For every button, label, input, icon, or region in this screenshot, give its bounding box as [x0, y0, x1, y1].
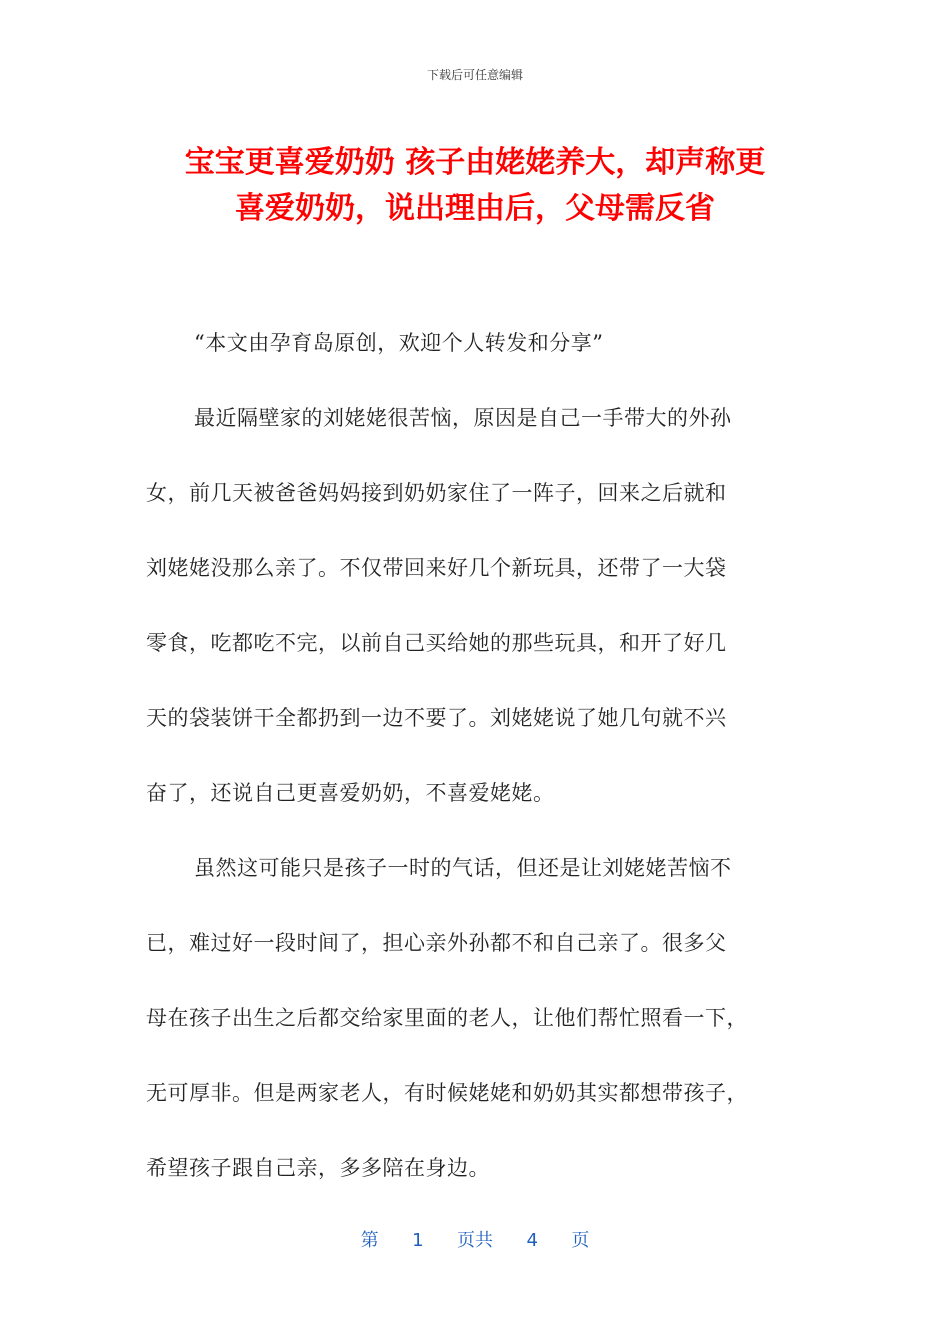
- header-note: 下载后可任意编辑: [426, 68, 523, 82]
- text-line: 最近隔壁家的刘姥姥很苦恼，原因是自己一手带大的外孙: [194, 406, 732, 430]
- article-body: [146, 325, 808, 1188]
- text-line: 刘姥姥没那么亲了。不仅带回来好几个新玩具，还带了一大袋: [146, 556, 727, 580]
- text-line: 虽然这可能只是孩子一时的气话，但还是让刘姥姥苦恼不: [194, 856, 732, 880]
- text-line: 已，难过好一段时间了，担心亲外孙都不和自己亲了。很多父: [146, 931, 727, 955]
- text-line: 女，前几天被爸爸妈妈接到奶奶家住了一阵子，回来之后就和: [146, 481, 727, 505]
- total-page-number: 4: [526, 1230, 538, 1251]
- current-page-number: 1: [412, 1230, 424, 1251]
- text-line: 希望孩子跟自己亲，多多陪在身边。: [146, 1156, 490, 1180]
- paragraph-2: [146, 850, 808, 1188]
- footer-middle: 页共: [457, 1230, 493, 1251]
- text-line: 无可厚非。但是两家老人，有时候姥姥和奶奶其实都想带孩子，: [146, 1081, 748, 1105]
- text-line: “本文由孕育岛原创，欢迎个人转发和分享”: [194, 331, 604, 355]
- paragraph-intro: [146, 325, 808, 363]
- page-number-footer: [0, 1226, 950, 1252]
- text-line: 母在孩子出生之后都交给家里面的老人，让他们帮忙照看一下，: [146, 1006, 748, 1030]
- text-line: 天的袋装饼干全都扔到一边不要了。刘姥姥说了她几句就不兴: [146, 706, 727, 730]
- paragraph-1: [146, 400, 808, 813]
- document-title: [120, 140, 830, 232]
- text-line: 奋了，还说自己更喜爱奶奶，不喜爱姥姥。: [146, 781, 555, 805]
- title-line-2: 喜爱奶奶，说出理由后，父母需反省: [235, 191, 715, 226]
- text-line: 零食，吃都吃不完，以前自己买给她的那些玩具，和开了好几: [146, 631, 727, 655]
- title-line-1: 宝宝更喜爱奶奶 孩子由姥姥养大，却声称更: [184, 145, 766, 180]
- footer-prefix: 第: [360, 1230, 379, 1251]
- footer-suffix: 页: [571, 1230, 590, 1251]
